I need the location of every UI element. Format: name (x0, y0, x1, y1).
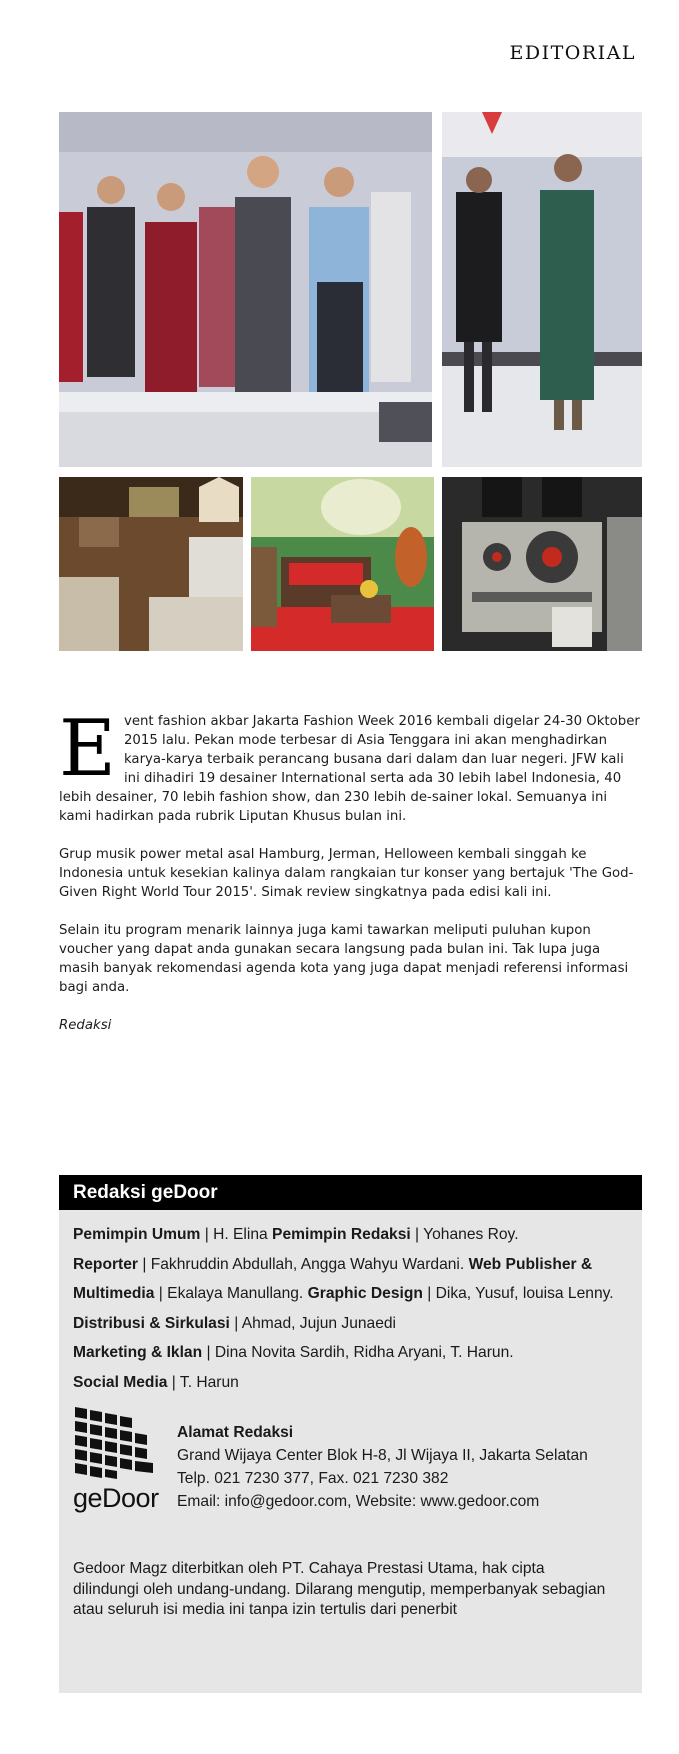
gedoor-logo (73, 1405, 163, 1514)
article-signature: Redaksi (59, 1018, 112, 1033)
credit-role: Marketing & Iklan (73, 1344, 203, 1361)
credit-role: Graphic Design (307, 1285, 423, 1302)
publisher-note: Gedoor Magz diterbitkan oleh PT. Cahaya Prestasi Utama, hak cipta dilindungi oleh undang-undang. Dilarang mengutip, memperbanyak sebagian atau seluruh isi media ini tanpa izin tertulis dari penerbit (73, 1560, 606, 1618)
building-grid-icon (73, 1405, 157, 1481)
credit-role: Pemimpin Umum (73, 1226, 201, 1243)
credit-names: Ekalaya Manullang. (167, 1285, 304, 1302)
section-title: EDITORIAL (509, 42, 636, 64)
credit-role: Web Publisher & Multimedia (73, 1255, 593, 1302)
article-paragraph-1 (59, 704, 642, 826)
credit-names: T. Harun (179, 1373, 239, 1391)
masthead-title: Redaksi geDoor (59, 1175, 642, 1210)
credit-names: Yohanes Roy. (423, 1226, 519, 1243)
credit-names: Ahmad, Jujun Junaedi (241, 1314, 397, 1332)
credit-names: Dina Novita Sardih, Ridha Aryani, T. Harun. (214, 1344, 514, 1361)
credit-names: H. Elina (213, 1226, 268, 1243)
credit-role: Distribusi & Sirkulasi (73, 1314, 230, 1332)
drop-cap: E (59, 704, 116, 794)
article-paragraph-2: Grup musik power metal asal Hamburg, Jerman, Helloween kembali singgah ke Indonesia untuk kesekian kalinya dalam rangkaian tur konser yang bertajuk 'The God-Given Right World Tour 2015'. Simak review singkatnya pada edisi kali ini. (59, 847, 634, 900)
editorial-article (59, 704, 642, 1054)
credit-names: Fakhruddin Abdullah, Angga Wahyu Wardani. (150, 1255, 465, 1273)
photo-runway-models (442, 112, 642, 467)
paragraph-1-text: vent fashion akbar Jakarta Fashion Week 2016 kembali digelar 24-30 Oktober 2015 lalu. Pekan mode terbesar di Asia Tenggara ini akan menghadirkan karya-karya terbaik perancang busana dari dalam dan luar negeri. JFW kali ini dihadiri 19 desainer International serta ada 30 lebih label Indonesia, 40 lebih desainer, 70 lebih fashion show, dan 230 lebih de-sainer lokal. Semuanya ini kami hadirkan pada rubrik Liputan Khusus bulan ini. (59, 714, 640, 824)
credit-role: Social Media (73, 1373, 168, 1391)
photo-vintage-audio (442, 477, 642, 651)
phone-line: Telp. 021 7230 377, Fax. 021 7230 382 (177, 1470, 449, 1487)
contact-line: Email: info@gedoor.com, Website: www.gedoor.com (177, 1493, 540, 1510)
masthead-box (59, 1175, 642, 1693)
logo-wordmark: geDoor (73, 1483, 159, 1513)
credit-role: Pemimpin Redaksi (272, 1226, 411, 1243)
credit-names: Dika, Yusuf, louisa Lenny. (435, 1285, 614, 1302)
credit-role: Reporter (73, 1255, 138, 1273)
address-title: Alamat Redaksi (177, 1424, 294, 1441)
photo-home-decor (59, 477, 243, 651)
masthead-credits: Pemimpin Umum | H. Elina Pemimpin Redaksi | Yohanes Roy. Reporter | Fakhruddin Abdullah, Angga Wahyu Wardani. Web Publisher & Multimedia | Ekalaya Manullang. Graphic Design | Dika, Yusuf, louisa Lenny. Distribusi & Sirkulasi | Ahmad, Jujun Junaedi Marketing & Iklan | Dina Novita Sardih, Ridha Aryani, T. Harun. Social Media | T. Harun (73, 1226, 614, 1391)
address-block (177, 1421, 588, 1513)
photo-fashion-week-opening (59, 112, 432, 467)
article-paragraph-3: Selain itu program menarik lainnya juga kami tawarkan meliputi puluhan kupon voucher yang dapat anda gunakan secara langsung pada bulan ini. Tak lupa juga masih banyak rekomendasi agenda kota yang juga dapat menjadi referensi informasi bagi anda. (59, 923, 629, 995)
photo-furniture-display (251, 477, 434, 651)
address-line: Grand Wijaya Center Blok H-8, Jl Wijaya II, Jakarta Selatan (177, 1447, 588, 1464)
